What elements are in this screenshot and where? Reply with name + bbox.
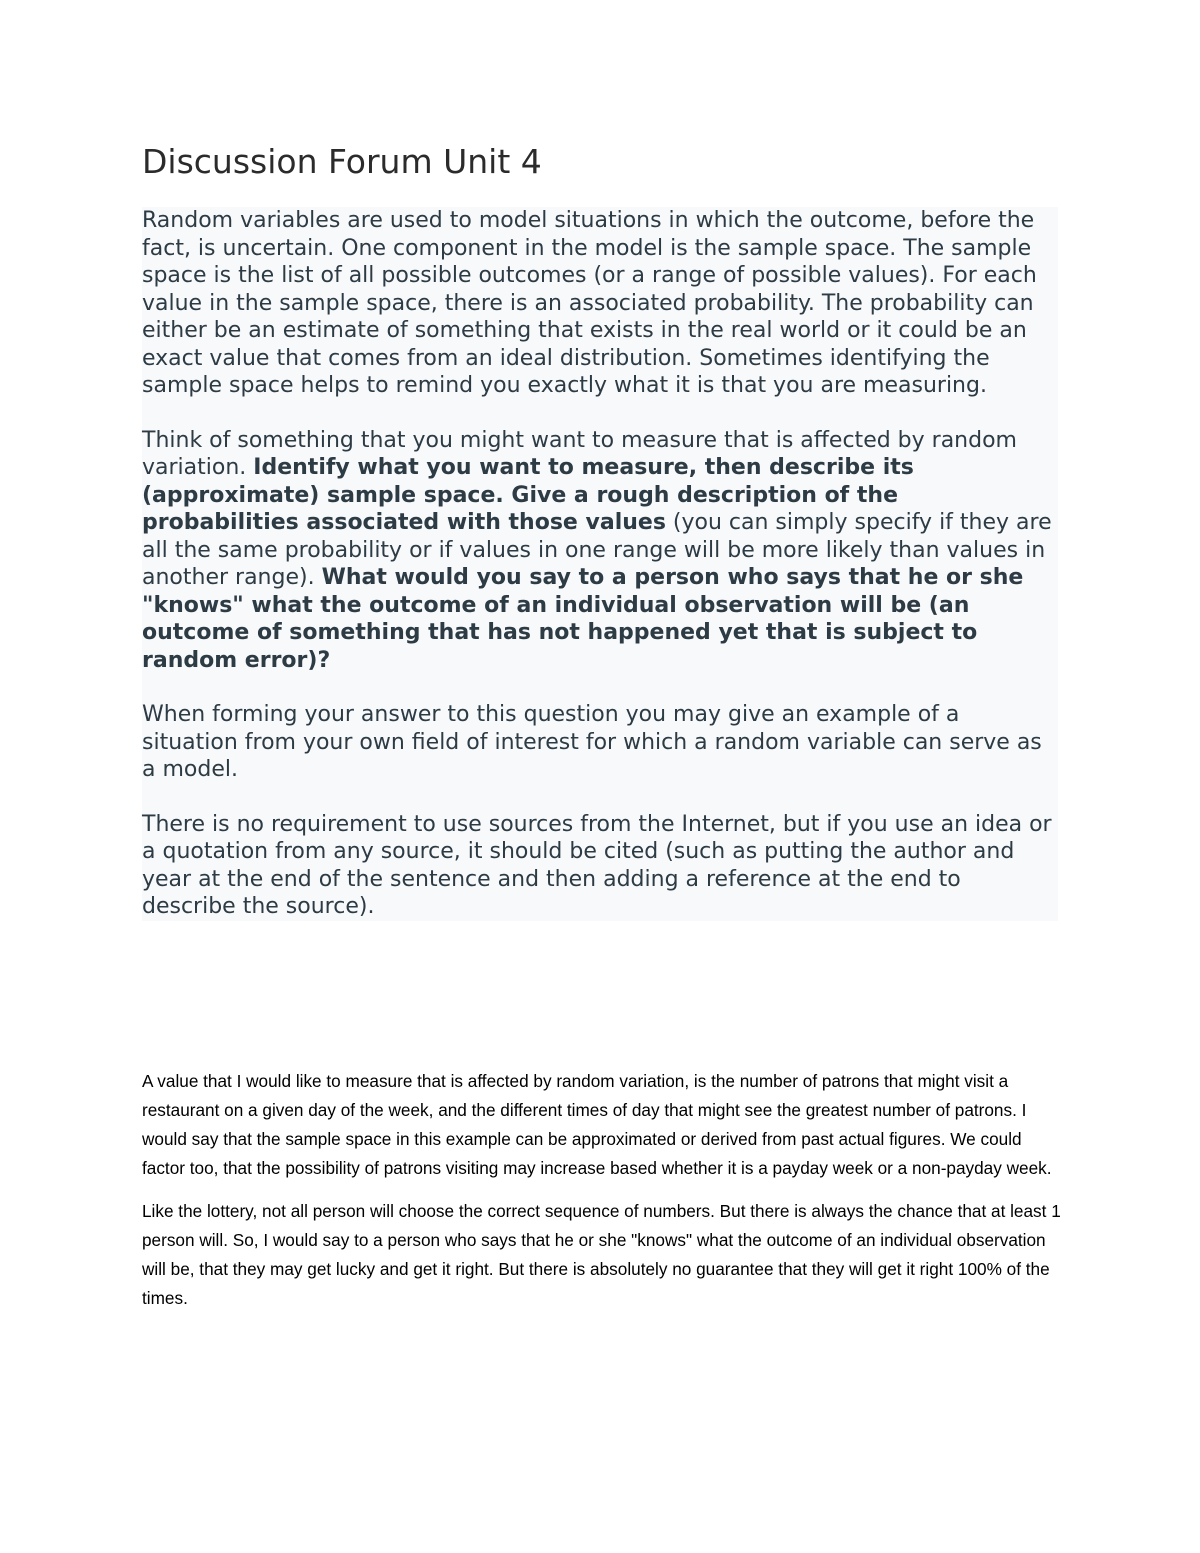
prompt-paragraph-2-intro: Think of something that you might want to measure that is affected by random variation. [142,427,1017,480]
answer-paragraph-2: Like the lottery, not all person will choose the correct sequence of numbers. But there is always the chance that at least 1 person will. So, I would say to a person who says that he or she "knows" what the outcome of an individual observation will be, that they may get lucky and get it right. But there is absolutely no guarantee that they will get it right 100% of the times. [142,1201,1061,1308]
prompt-instruction-knows: What would you say to a person who says that he or she "knows" what the outcome of an individual observation will be (an outcome of something that has not happened yet that is subject to random error)? [142,565,1024,673]
prompt-paragraph-2 [142,427,1058,675]
prompt-paragraph-2-middle: (you can simply specify if they are all the same probability or if values in one range will be more likely than values in another range). [142,510,1052,590]
prompt-paragraph-3: When forming your answer to this question you may give an example of a situation from your own field of interest for which a random variable can serve as a model. [142,702,1042,782]
prompt-paragraph-1: Random variables are used to model situations in which the outcome, before the fact, is uncertain. One component in the model is the sample space. The sample space is the list of all possible outcomes (or a range of possible values). For each value in the sample space, there is an associated probability. The probability can either be an estimate of something that exists in the real world or it could be an exact value that comes from an ideal distribution. Sometimes identifying the sample space helps to remind you exactly what it is that you are measuring. [142,208,1037,398]
prompt-paragraph-4: There is no requirement to use sources from the Internet, but if you use an idea or a quotation from any source, it should be cited (such as putting the author and year at the end of the sentence and then adding a reference at the end to describe the source). [142,811,1052,919]
page-title: Discussion Forum Unit 4 [142,142,542,181]
discussion-prompt [142,207,1058,921]
prompt-instruction-measure: Identify what you want to measure, then describe its (approximate) sample space. Give a rough description of the probabilities associated with those values [142,455,914,535]
answer-paragraph-1: A value that I would like to measure that is affected by random variation, is the number of patrons that might visit a restaurant on a given day of the week, and the different times of day that might see the greatest number of patrons. I would say that the sample space in this example can be approximated or derived from past actual figures. We could factor too, that the possibility of patrons visiting may increase based whether it is a payday week or a non-payday week. [142,1071,1052,1178]
student-answer [142,1067,1062,1327]
